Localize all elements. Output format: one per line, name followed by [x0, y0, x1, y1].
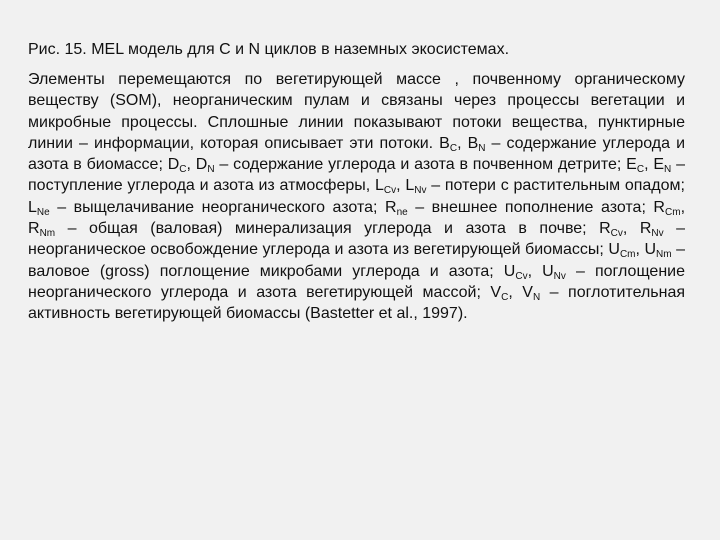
subscript: N	[664, 164, 672, 176]
subscript: N	[532, 291, 541, 303]
text-run: , R	[622, 220, 652, 238]
subscript: Nv	[414, 185, 427, 197]
text-run: – выщелачивание неорганического азота; R	[49, 198, 397, 216]
subscript: N	[478, 142, 486, 154]
subscript: Nv	[651, 228, 664, 240]
text-run: , B	[457, 134, 479, 152]
subscript: Cv	[610, 228, 623, 240]
text-run: , L	[396, 177, 415, 195]
text-run: – неорганическое освобождение углерода и азота из вегетирующей биомассы; U	[28, 220, 686, 259]
text-run: , U	[527, 262, 554, 280]
text-run: , R	[28, 198, 686, 238]
subscript: Nv	[553, 270, 566, 282]
text-run: , U	[635, 241, 657, 259]
subscript: N	[207, 164, 215, 176]
subscript: Cv	[515, 270, 528, 282]
text-run: – потери с растительным опадом; L	[28, 177, 685, 216]
subscript: Cm	[665, 206, 681, 218]
subscript: C	[501, 291, 509, 303]
subscript: Ne	[36, 206, 50, 218]
text-run: , E	[644, 156, 665, 174]
subscript: Nm	[656, 249, 672, 261]
text-run: – внешнее пополнение азота; R	[407, 198, 665, 216]
text-run: Элементы перемещаются по вегетирующей массе , почвенному органическому веществу (SOM), неорганическим пулам и связаны через процессы вегетации и микробные процессы. Сплошные линии показывают потоки вещества, пунктирные линии – информации, которая описывает эти потоки. B	[28, 71, 685, 152]
body-paragraph	[28, 69, 685, 325]
subscript: C	[636, 164, 645, 176]
subscript: C	[179, 164, 187, 176]
text-run: – общая (валовая) минерализация углерода и азота в почве; R	[55, 220, 611, 238]
text-run: , V	[508, 283, 533, 301]
subscript: ne	[396, 206, 408, 218]
subscript: C	[449, 142, 458, 154]
text-run: – валовое (gross) поглощение микробами углерода и азота; U	[28, 241, 686, 280]
text-run: – поглотительная активность вегетирующей биомассы (Bastetter et al., 1997).	[28, 283, 686, 323]
text-run: , D	[186, 156, 208, 174]
text-run: – содержание углерода и азота в биомассе; D	[28, 134, 686, 174]
text-run: – поступление углерода и азота из атмосферы, L	[28, 156, 686, 195]
subscript: Cv	[383, 185, 397, 197]
text-run: – содержание углерода и азота в почвенном детрите; E	[214, 156, 637, 174]
figure-caption: Рис. 15. MEL модель для C и N циклов в наземных экосистемах.	[28, 41, 510, 58]
subscript: Cm	[619, 249, 636, 261]
subscript: Nm	[39, 228, 56, 240]
text-run: – поглощение неорганического углерода и азота вегетирующей массой; V	[28, 262, 685, 301]
